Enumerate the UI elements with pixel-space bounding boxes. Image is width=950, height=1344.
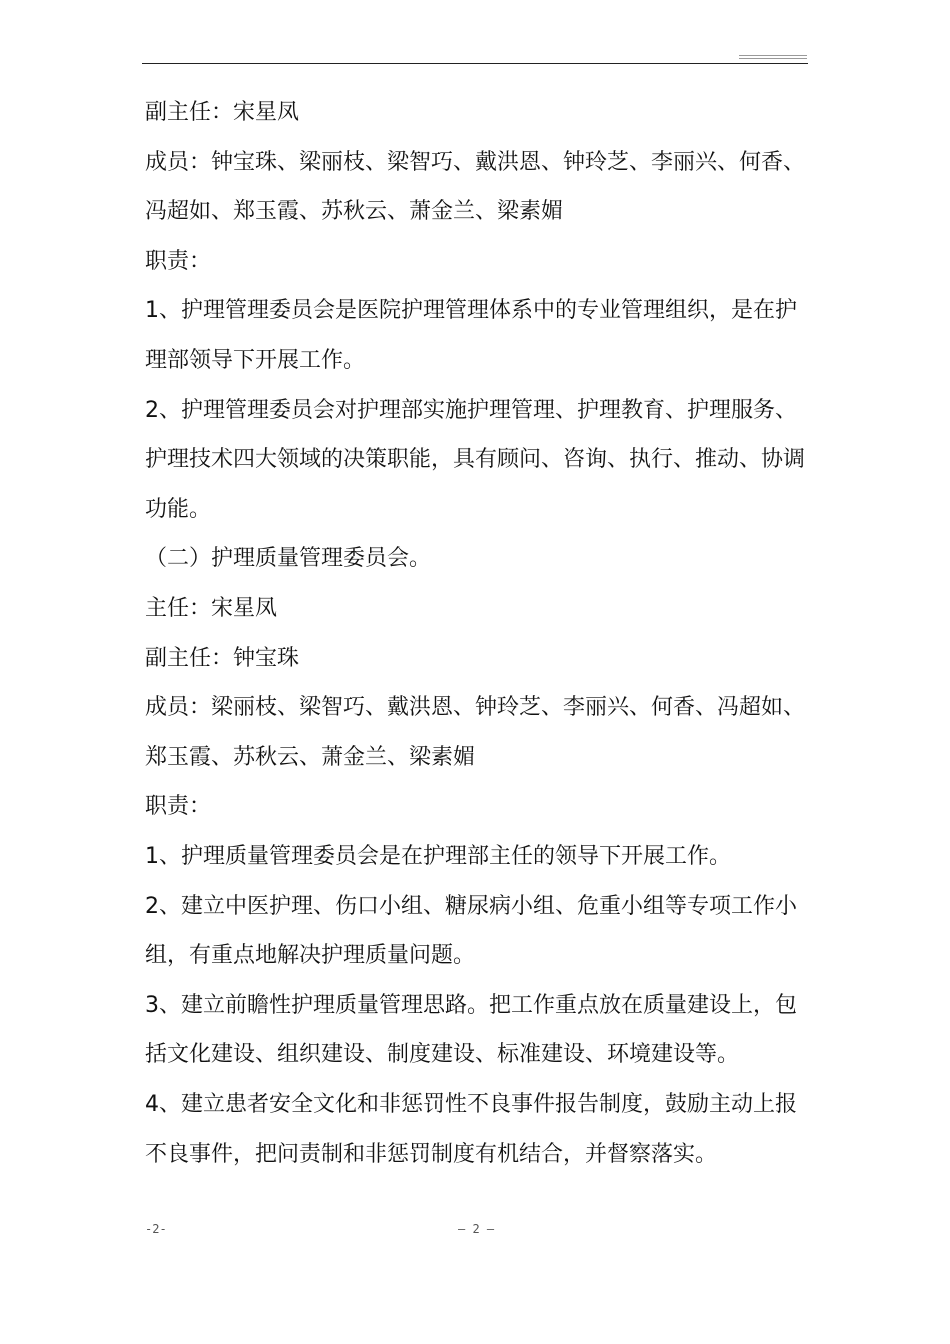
text-line: 不良事件，把问责制和非惩罚制度有机结合，并督察落实。 [145,1142,718,1167]
text-line: 副主任：钟宝珠 [145,646,300,671]
text-line: 2、护理管理委员会对护理部实施护理管理、护理教育、护理服务、 [145,398,797,423]
text-line: 护理技术四大领域的决策职能，具有顾问、咨询、执行、推动、协调 [145,447,806,472]
text-line: 1、护理管理委员会是医院护理管理体系中的专业管理组织，是在护 [145,298,797,323]
text-line: 职责： [145,249,212,274]
text-line: 郑玉霞、苏秋云、萧金兰、梁素媚 [145,745,476,770]
text-line: 成员：梁丽枝、梁智巧、戴洪恩、钟玲芝、李丽兴、何香、冯超如、 [145,695,806,720]
header-mark [739,55,807,56]
text-line: 组，有重点地解决护理质量问题。 [145,943,476,968]
text-line: 成员：钟宝珠、梁丽枝、梁智巧、戴洪恩、钟玲芝、李丽兴、何香、 [145,150,806,175]
text-line: 1、护理质量管理委员会是在护理部主任的领导下开展工作。 [145,844,731,869]
header-rule [142,63,808,64]
footer-page-number-left: -2- [145,1222,167,1236]
section-heading: （二）护理质量管理委员会。 [145,546,432,571]
footer-page-number-center: – 2 – [458,1222,495,1236]
text-line: 2、建立中医护理、伤口小组、糖尿病小组、危重小组等专项工作小 [145,894,797,919]
text-line: 主任：宋星凤 [145,596,278,621]
text-line: 功能。 [145,497,212,522]
text-line: 副主任：宋星凤 [145,100,300,125]
text-line: 理部领导下开展工作。 [145,348,366,373]
header-mark [739,58,807,59]
text-line: 冯超如、郑玉霞、苏秋云、萧金兰、梁素媚 [145,199,564,224]
text-line: 括文化建设、组织建设、制度建设、标准建设、环境建设等。 [145,1042,740,1067]
text-line: 3、建立前瞻性护理质量管理思路。把工作重点放在质量建设上，包 [145,993,797,1018]
text-line: 4、建立患者安全文化和非惩罚性不良事件报告制度，鼓励主动上报 [145,1092,797,1117]
text-line: 职责： [145,794,212,819]
